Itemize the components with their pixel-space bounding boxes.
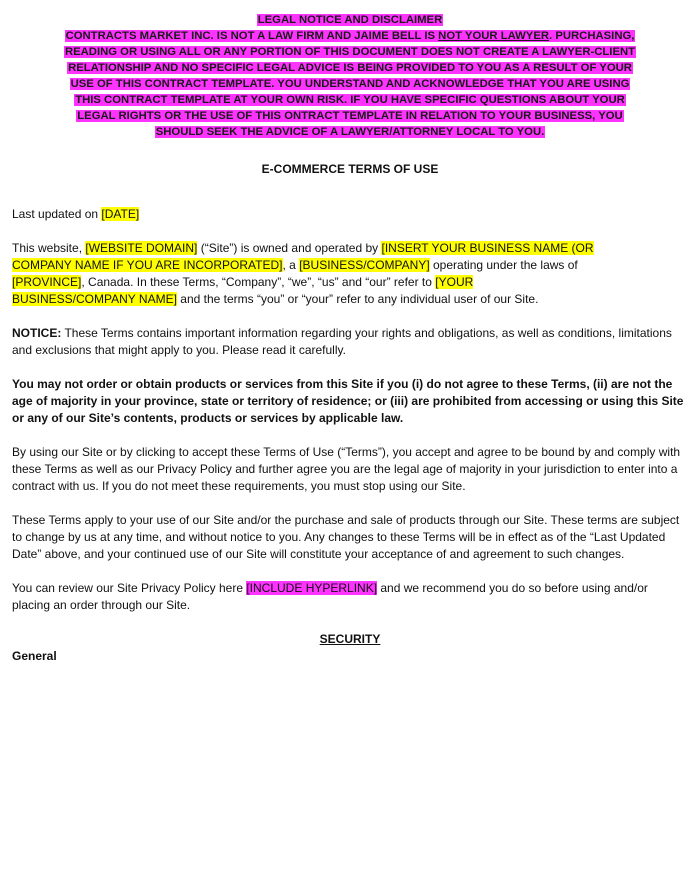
eligibility-paragraph: You may not order or obtain products or services from this Site if you (i) do not agree to these Terms, (ii) are not the age of majority in your province, state or territory of residence; or (iii) are prohibited from accessing or using this Site or any of our Site’s contents, products or services by applicable law. bbox=[12, 377, 684, 425]
document-title: E-COMMERCE TERMS OF USE bbox=[261, 162, 439, 176]
usage-paragraph: By using our Site or by clicking to accept these Terms of Use (“Terms”), you accept and agree to be bound by and comply with these Terms as well as our Privacy Policy and further agree you are the legal age of majority in your jurisdiction to enter into a contract with us. If you do not meet these requirements, you must stop using our Site. bbox=[12, 445, 681, 493]
terms-change-paragraph: These Terms apply to your use of our Site and/or the purchase and sale of products through our Site. These terms are subject to change by us at any time, and without notice to you. Any changes to these Terms will be in effect as of the “Last Updated Date” above, and your continued use of our Site will constitute your acceptance of and agreement to such changes. bbox=[12, 513, 680, 561]
legal-notice-title: LEGAL NOTICE AND DISCLAIMER bbox=[257, 14, 443, 26]
hyperlink-placeholder: [INCLUDE HYPERLINK] bbox=[246, 581, 378, 595]
legal-notice-line: CONTRACTS MARKET INC. IS NOT A LAW FIRM AND JAIME BELL IS NOT YOUR LAWYER. PURCHASING, bbox=[65, 30, 635, 42]
intro-paragraph: This website, [WEBSITE DOMAIN] (“Site”) is owned and operated by [INSERT YOUR BUSINESS NAME (OR COMPANY NAME IF YOU ARE INCORPORATED], a [BUSINESS/COMPANY] operating under the laws of [PROVINCE], Canada. In these Terms, “Company”, “we”, “us” and “our” refer to [YOUR BUSINESS/COMPANY NAME] and the terms “you” or “your” refer to any individual user of our Site. bbox=[12, 241, 594, 306]
legal-notice-line: USE OF THIS CONTRACT TEMPLATE. YOU UNDERSTAND AND ACKNOWLEDGE THAT YOU ARE USING bbox=[70, 78, 630, 90]
security-heading: SECURITY bbox=[319, 632, 381, 646]
legal-notice-line: SHOULD SEEK THE ADVICE OF A LAWYER/ATTORNEY LOCAL TO YOU. bbox=[155, 126, 545, 138]
legal-notice bbox=[12, 12, 688, 140]
legal-notice-line: RELATIONSHIP AND NO SPECIFIC LEGAL ADVICE IS BEING PROVIDED TO YOU AS A RESULT OF YOUR bbox=[68, 62, 632, 74]
privacy-paragraph: You can review our Site Privacy Policy here [INCLUDE HYPERLINK] and we recommend you do so before using and/or placing an order through our Site. bbox=[12, 581, 648, 612]
last-updated: Last updated on [DATE] bbox=[12, 207, 140, 221]
notice-paragraph: NOTICE: These Terms contains important information regarding your rights and obligations, as well as conditions, limitations and exclusions that might apply to you. Please read it carefully. bbox=[12, 326, 672, 357]
general-heading: General bbox=[12, 649, 57, 663]
date-placeholder: [DATE] bbox=[101, 207, 140, 221]
legal-notice-line: READING OR USING ALL OR ANY PORTION OF THIS DOCUMENT DOES NOT CREATE A LAWYER-CLIENT bbox=[64, 46, 636, 58]
legal-notice-line: THIS CONTRACT TEMPLATE AT YOUR OWN RISK. IF YOU HAVE SPECIFIC QUESTIONS ABOUT YOUR bbox=[75, 94, 625, 106]
legal-notice-line: LEGAL RIGHTS OR THE USE OF THIS ONTRACT TEMPLATE IN RELATION TO YOUR BUSINESS, YOU bbox=[77, 110, 623, 122]
